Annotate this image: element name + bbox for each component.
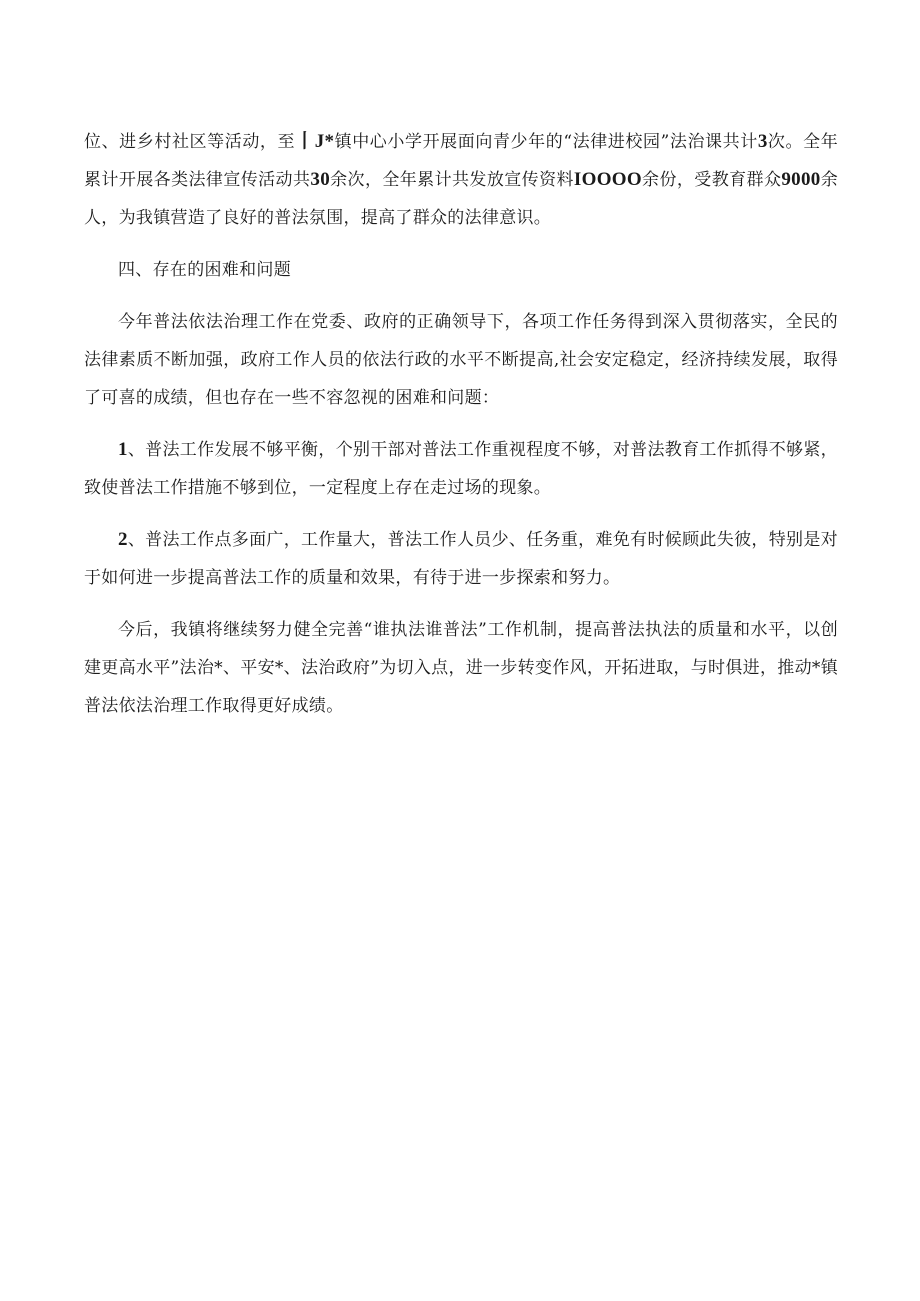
document-body <box>84 123 838 739</box>
bold-figure: IOOOO <box>573 169 642 190</box>
text-run: 今后，我镇将继续努力健全完善“谁执法谁普法”工作机制，提高普法执法的质量和水平，以创建更高水平”法治*、平安*、法治政府”为切入点，进一步转变作风，开拓进取，与时俱进，推动*镇普法依法治理工作取得更好成绩。 <box>84 620 838 716</box>
text-run: 镇中心小学开展面向青少年的“法律进校园”法治课共计 <box>334 132 758 152</box>
paragraph <box>84 431 838 507</box>
bold-figure: 30 <box>310 169 330 190</box>
bold-figure: 丨J* <box>295 131 335 152</box>
paragraph <box>84 521 838 597</box>
section-heading <box>84 251 838 289</box>
text-run: 四、存在的困难和问题 <box>118 260 291 280</box>
text-run: 余份，受教育群众 <box>641 170 782 190</box>
text-run: 余人，为我镇营造了良好的普法氛围，提高了群众的法律意识。 <box>84 170 838 228</box>
text-run: 次。全年累计开展各类法律宣传活动共 <box>84 132 839 190</box>
text-run: 余次，全年累计共发放宣传资料 <box>330 170 574 190</box>
bold-figure: 9000 <box>781 169 821 190</box>
paragraph <box>84 123 838 237</box>
bold-figure: 3 <box>757 131 768 152</box>
bold-figure: 1 <box>118 439 128 460</box>
bold-figure: 2 <box>118 529 128 550</box>
text-run: 今年普法依法治理工作在党委、政府的正确领导下，各项工作任务得到深入贯彻落实，全民的法律素质不断加强，政府工作人员的依法行政的水平不断提高,社会安定稳定，经济持续发展，取得了可喜的成绩，但也存在一些不容忽视的困难和问题： <box>84 312 838 408</box>
text-run: 、普法工作点多面广，工作量大，普法工作人员少、任务重，难免有时候顾此失彼，特别是对于如何进一步提高普法工作的质量和效果，有待于进一步探索和努力。 <box>84 530 838 588</box>
text-run: 位、进乡村社区等活动，至 <box>84 132 296 152</box>
text-run: 、普法工作发展不够平衡，个别干部对普法工作重视程度不够，对普法教育工作抓得不够紧，致使普法工作措施不够到位，一定程度上存在走过场的现象。 <box>84 440 838 498</box>
paragraph <box>84 611 838 725</box>
paragraph <box>84 303 838 417</box>
